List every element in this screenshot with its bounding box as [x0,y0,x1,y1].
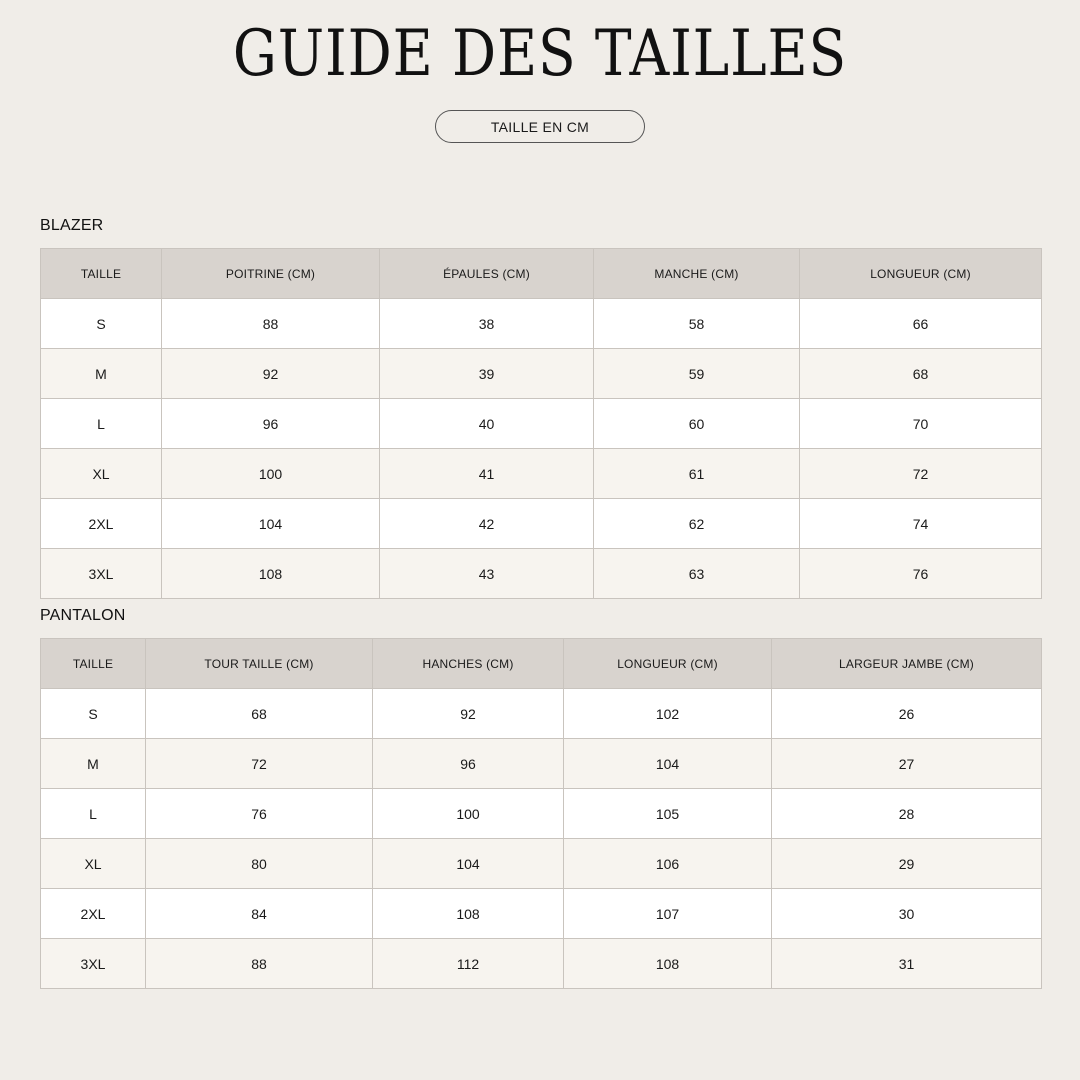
table-cell: 41 [380,449,594,499]
header-cell: MANCHE (CM) [594,249,800,299]
table-cell: 96 [162,399,380,449]
table-cell: 112 [373,939,564,989]
table-cell: XL [41,839,146,889]
table-cell: 26 [772,689,1042,739]
table-header-row [41,639,1042,689]
header-cell: LARGEUR JAMBE (CM) [772,639,1042,689]
table-cell: S [41,299,162,349]
table-row [41,889,1042,939]
pantalon-section-label: PANTALON [40,607,126,624]
table-cell: 92 [162,349,380,399]
table-cell: 3XL [41,939,146,989]
table-cell: S [41,689,146,739]
table-row [41,839,1042,889]
table-cell: 108 [564,939,772,989]
table-cell: 66 [800,299,1042,349]
table-cell: 72 [146,739,373,789]
table-cell: 92 [373,689,564,739]
table-cell: 63 [594,549,800,599]
table-cell: 40 [380,399,594,449]
table-cell: 104 [373,839,564,889]
table-row [41,399,1042,449]
table-cell: 59 [594,349,800,399]
table-cell: 29 [772,839,1042,889]
table-cell: XL [41,449,162,499]
table-cell: 100 [162,449,380,499]
table-cell: 2XL [41,889,146,939]
header-cell: TOUR TAILLE (CM) [146,639,373,689]
table-cell: 2XL [41,499,162,549]
table-cell: 58 [594,299,800,349]
table-cell: 104 [162,499,380,549]
header-cell: LONGUEUR (CM) [800,249,1042,299]
table-row [41,449,1042,499]
pantalon-size-table [40,638,1042,989]
table-row [41,549,1042,599]
table-cell: 108 [162,549,380,599]
table-cell: 74 [800,499,1042,549]
table-cell: 108 [373,889,564,939]
table-cell: 102 [564,689,772,739]
table-cell: 68 [146,689,373,739]
page-title: GUIDE DES TAILLES [232,17,848,91]
table-header-row [41,249,1042,299]
header-cell: TAILLE [41,639,146,689]
unit-badge: TAILLE EN CM [435,110,645,143]
table-cell: 31 [772,939,1042,989]
table-cell: 3XL [41,549,162,599]
header-cell: POITRINE (CM) [162,249,380,299]
table-cell: 30 [772,889,1042,939]
table-cell: 39 [380,349,594,399]
blazer-size-table [40,248,1042,599]
table-cell: 80 [146,839,373,889]
table-row [41,939,1042,989]
header-cell: LONGUEUR (CM) [564,639,772,689]
table-row [41,689,1042,739]
table-cell: 27 [772,739,1042,789]
table-cell: 38 [380,299,594,349]
header-cell: TAILLE [41,249,162,299]
table-row [41,789,1042,839]
table-cell: L [41,789,146,839]
table-cell: 88 [146,939,373,989]
table-cell: 28 [772,789,1042,839]
table-cell: 76 [800,549,1042,599]
table-cell: 72 [800,449,1042,499]
header-cell: HANCHES (CM) [373,639,564,689]
table-row [41,349,1042,399]
table-cell: 106 [564,839,772,889]
header-cell: ÉPAULES (CM) [380,249,594,299]
table-cell: 60 [594,399,800,449]
blazer-section-label: BLAZER [40,217,104,234]
table-cell: M [41,349,162,399]
table-cell: 100 [373,789,564,839]
table-cell: 107 [564,889,772,939]
table-cell: 68 [800,349,1042,399]
table-row [41,499,1042,549]
table-cell: 42 [380,499,594,549]
table-cell: 76 [146,789,373,839]
table-cell: 105 [564,789,772,839]
table-row [41,299,1042,349]
table-cell: 88 [162,299,380,349]
table-cell: L [41,399,162,449]
table-cell: 84 [146,889,373,939]
table-row [41,739,1042,789]
table-cell: M [41,739,146,789]
table-cell: 43 [380,549,594,599]
table-cell: 61 [594,449,800,499]
table-cell: 70 [800,399,1042,449]
table-cell: 62 [594,499,800,549]
table-cell: 104 [564,739,772,789]
table-cell: 96 [373,739,564,789]
